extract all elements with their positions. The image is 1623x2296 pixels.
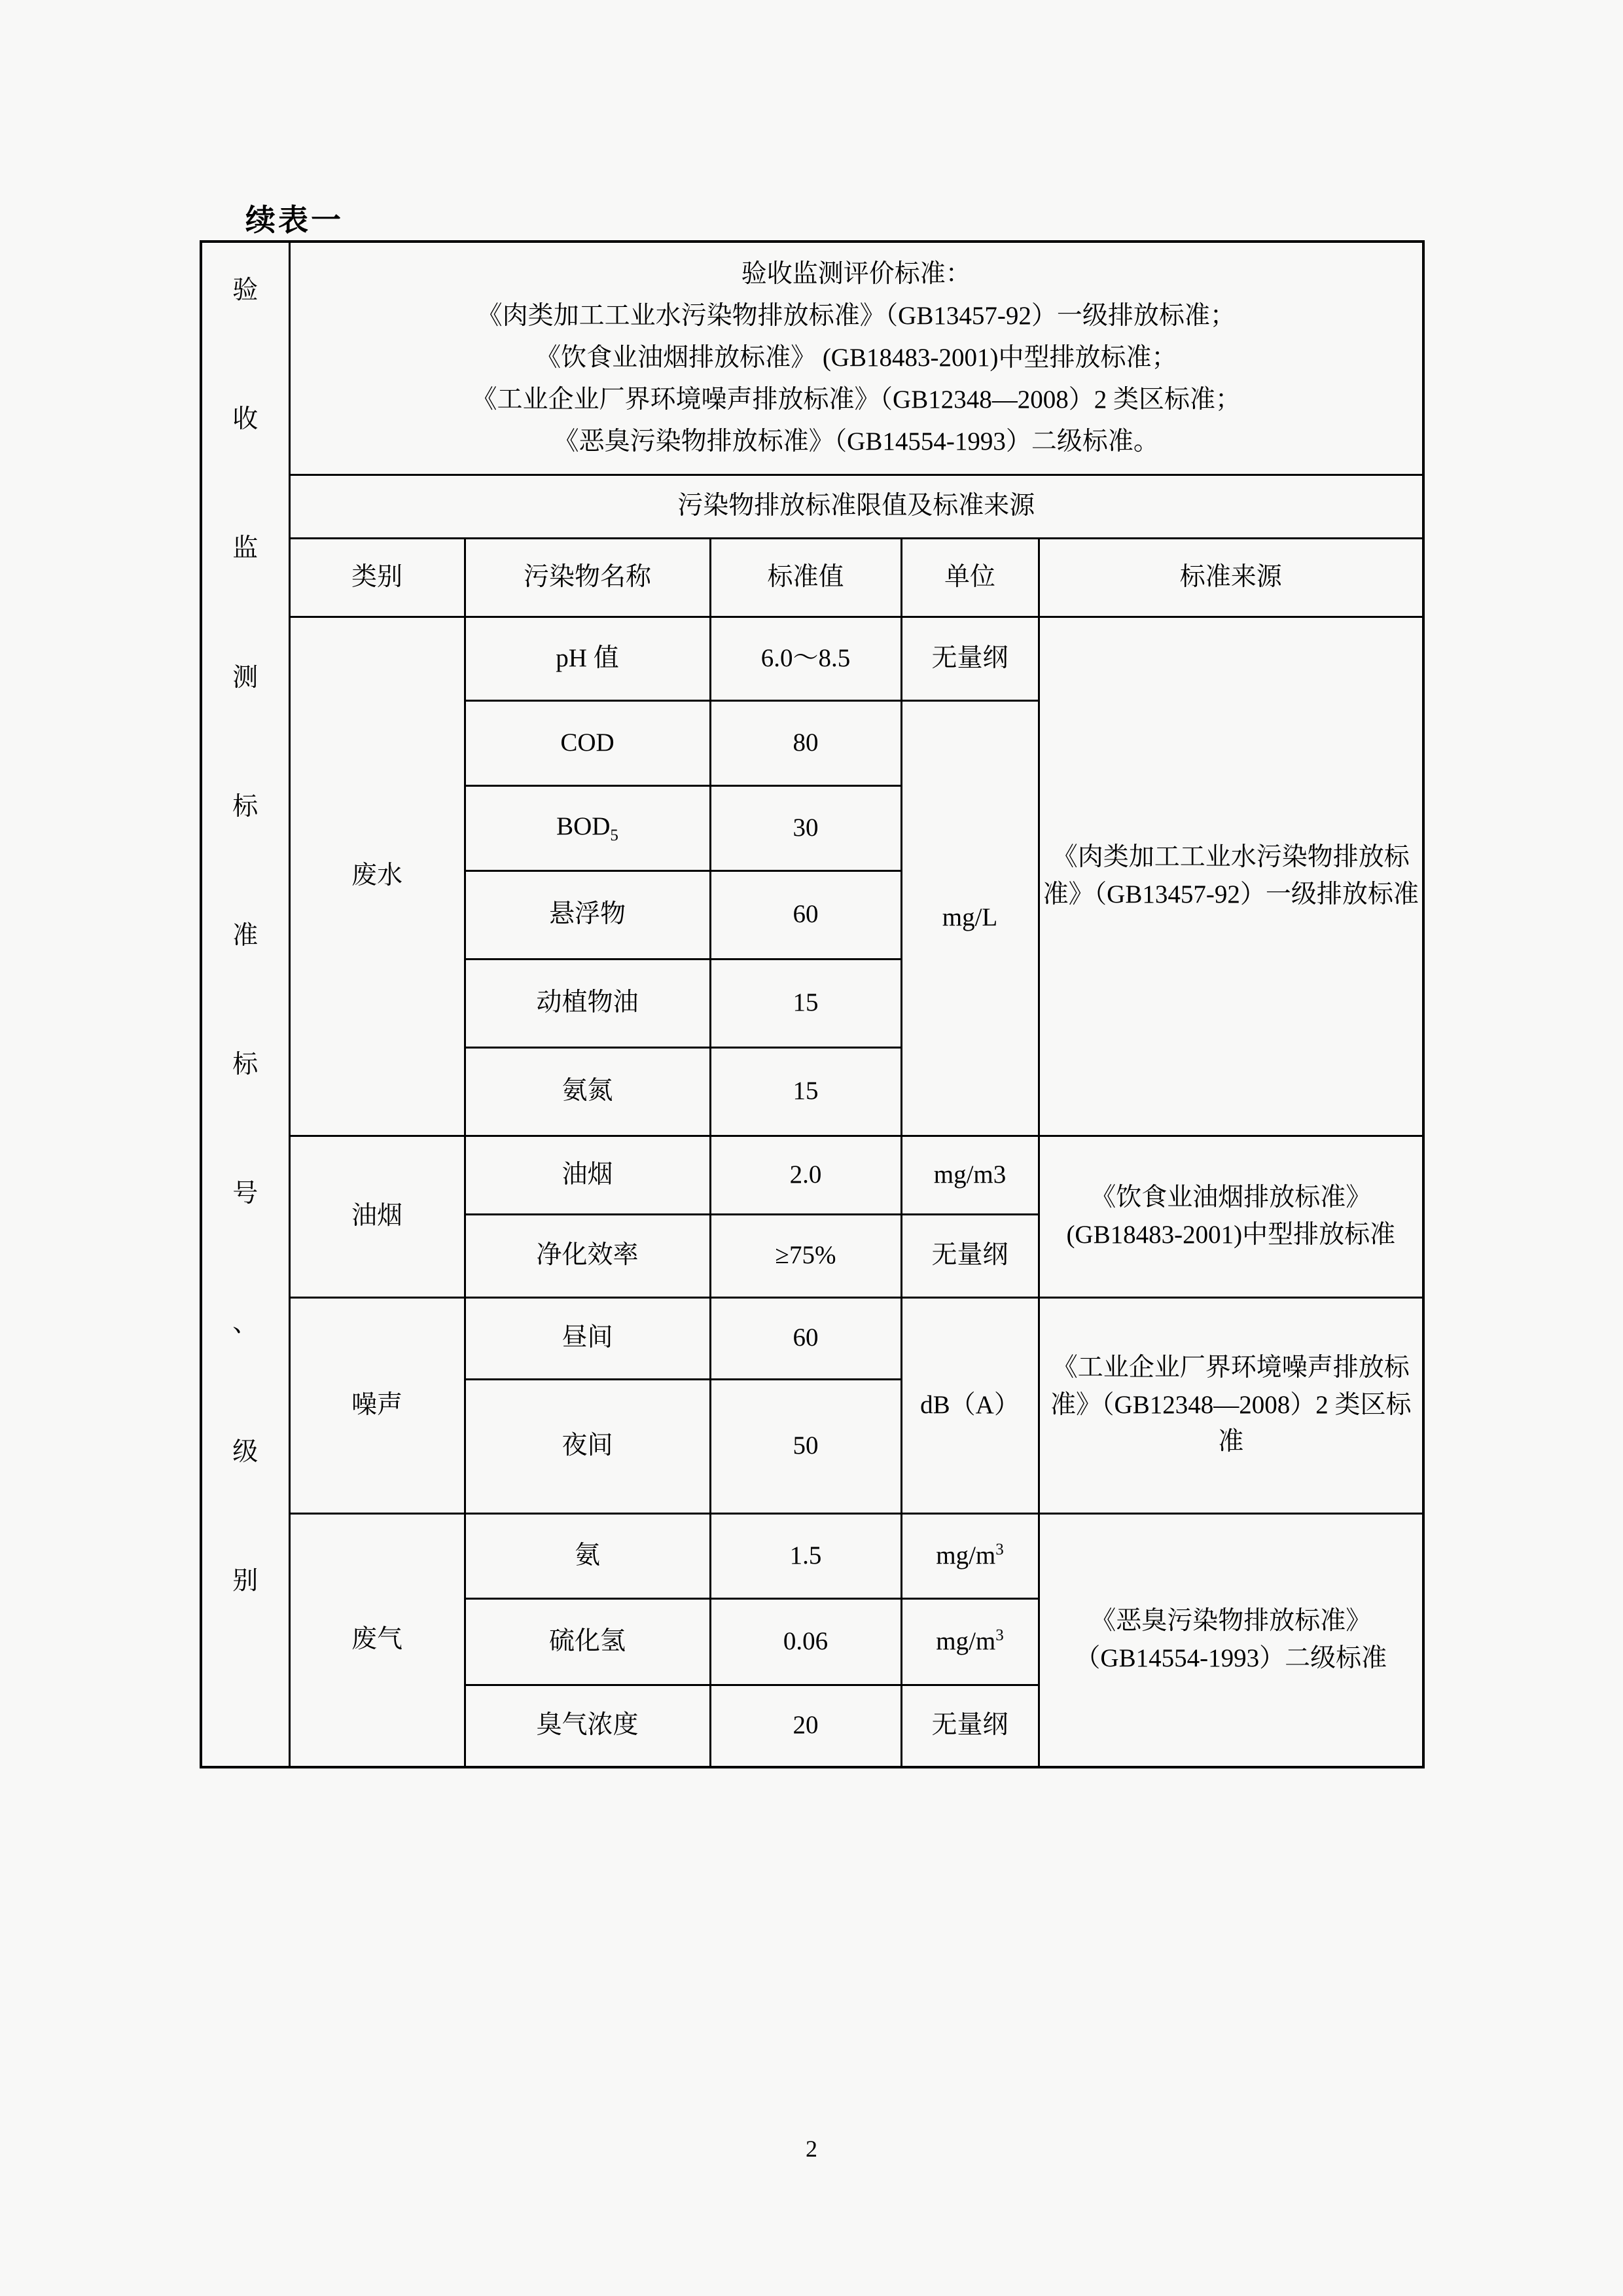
value-cod: 80 <box>710 700 901 785</box>
bod-base: BOD <box>556 812 611 840</box>
value-hydrogen-sulfide: 0.06 <box>710 1598 901 1685</box>
page-title: 续表一 <box>245 204 344 237</box>
vertical-label-char: 收 <box>232 405 259 434</box>
value-purification-efficiency: ≥75% <box>710 1214 901 1297</box>
pollutant-cod: COD <box>465 700 710 785</box>
vertical-label-char: 测 <box>232 663 259 692</box>
vertical-label-char: 别 <box>232 1566 259 1595</box>
vertical-label-char: 、 <box>232 1308 259 1337</box>
source-waste-gas: 《恶臭污染物排放标准》（GB14554-1993）二级标准 <box>1039 1513 1423 1767</box>
pollutant-ph: pH 值 <box>465 617 710 700</box>
unit-noise-dba: dB（A） <box>901 1297 1039 1513</box>
value-daytime: 60 <box>710 1297 901 1379</box>
pollutant-bod5 <box>465 785 710 870</box>
evaluation-line: 验收监测评价标准： <box>741 260 971 289</box>
evaluation-line: 《肉类加工工业水污染物排放标准》（GB13457-92）一级排放标准； <box>476 302 1236 331</box>
header-standard-source: 标准来源 <box>1039 538 1423 617</box>
pollutant-purification-efficiency: 净化效率 <box>465 1214 710 1297</box>
category-wastewater: 废水 <box>289 617 465 1136</box>
value-bod5: 30 <box>710 785 901 870</box>
unit-ph: 无量纲 <box>901 617 1039 700</box>
standards-table <box>200 240 1425 1768</box>
source-wastewater: 《肉类加工工业水污染物排放标准》（GB13457-92）一级排放标准 <box>1039 617 1423 1136</box>
evaluation-standards-cell <box>289 242 1423 475</box>
value-animal-vegetable-oil: 15 <box>710 959 901 1047</box>
pollutant-animal-vegetable-oil: 动植物油 <box>465 959 710 1047</box>
page-number: 2 <box>806 2136 817 2162</box>
row-subtitle <box>201 475 1423 538</box>
category-noise: 噪声 <box>289 1297 465 1513</box>
vertical-label-char: 准 <box>232 921 259 950</box>
unit-hydrogen-sulfide <box>901 1598 1039 1685</box>
unit-purification-efficiency: 无量纲 <box>901 1214 1039 1297</box>
unit-fume: mg/m3 <box>901 1136 1039 1214</box>
limits-subtitle-cell: 污染物排放标准限值及标准来源 <box>289 475 1423 538</box>
evaluation-line: 《工业企业厂界环境噪声排放标准》（GB12348—2008）2 类区标准； <box>471 386 1241 414</box>
bod-subscript: 5 <box>610 826 618 844</box>
pollutant-suspended-solids: 悬浮物 <box>465 870 710 959</box>
pollutant-nighttime: 夜间 <box>465 1379 710 1513</box>
header-category: 类别 <box>289 538 465 617</box>
row-evaluation-standards <box>201 242 1423 475</box>
value-ph: 6.0～8.5 <box>710 617 901 700</box>
row-column-headers <box>201 538 1423 617</box>
vertical-label-char: 标 <box>232 1050 259 1079</box>
unit-odor-concentration: 无量纲 <box>901 1685 1039 1767</box>
row-ph <box>201 617 1423 700</box>
value-suspended-solids: 60 <box>710 870 901 959</box>
unit-hydrogen-sulfide-base: mg/m <box>936 1626 996 1655</box>
value-ammonia: 1.5 <box>710 1513 901 1598</box>
source-noise: 《工业企业厂界环境噪声排放标准》（GB12348—2008）2 类区标准 <box>1039 1297 1423 1513</box>
pollutant-fume: 油烟 <box>465 1136 710 1214</box>
value-fume: 2.0 <box>710 1136 901 1214</box>
unit-ammonia-base: mg/m <box>936 1541 996 1570</box>
category-waste-gas: 废气 <box>289 1513 465 1767</box>
category-fume: 油烟 <box>289 1136 465 1297</box>
row-fume <box>201 1136 1423 1214</box>
row-ammonia <box>201 1513 1423 1598</box>
pollutant-hydrogen-sulfide: 硫化氢 <box>465 1598 710 1685</box>
evaluation-line: 《恶臭污染物排放标准》（GB14554-1993）二级标准。 <box>553 427 1159 456</box>
pollutant-odor-concentration: 臭气浓度 <box>465 1685 710 1767</box>
row-daytime <box>201 1297 1423 1379</box>
value-nighttime: 50 <box>710 1379 901 1513</box>
header-standard-value: 标准值 <box>710 538 901 617</box>
unit-hydrogen-sulfide-superscript: 3 <box>995 1626 1004 1644</box>
evaluation-line: 《饮食业油烟排放标准》 (GB18483-2001)中型排放标准； <box>535 344 1177 372</box>
vertical-label <box>202 243 289 1765</box>
header-pollutant-name: 污染物名称 <box>465 538 710 617</box>
vertical-label-char: 标 <box>232 792 259 821</box>
vertical-label-char: 监 <box>232 534 259 563</box>
vertical-label-char: 级 <box>232 1437 259 1466</box>
pollutant-daytime: 昼间 <box>465 1297 710 1379</box>
value-odor-concentration: 20 <box>710 1685 901 1767</box>
value-ammonia-nitrogen: 15 <box>710 1047 901 1136</box>
vertical-label-char: 验 <box>232 276 259 304</box>
unit-ammonia-superscript: 3 <box>995 1540 1004 1558</box>
unit-ammonia <box>901 1513 1039 1598</box>
row-header-acceptance-standards <box>201 242 289 1767</box>
pollutant-ammonia: 氨 <box>465 1513 710 1598</box>
pollutant-ammonia-nitrogen: 氨氮 <box>465 1047 710 1136</box>
header-unit: 单位 <box>901 538 1039 617</box>
source-fume: 《饮食业油烟排放标准》(GB18483-2001)中型排放标准 <box>1039 1136 1423 1297</box>
vertical-label-char: 号 <box>232 1179 259 1208</box>
unit-wastewater-mgl: mg/L <box>901 700 1039 1136</box>
